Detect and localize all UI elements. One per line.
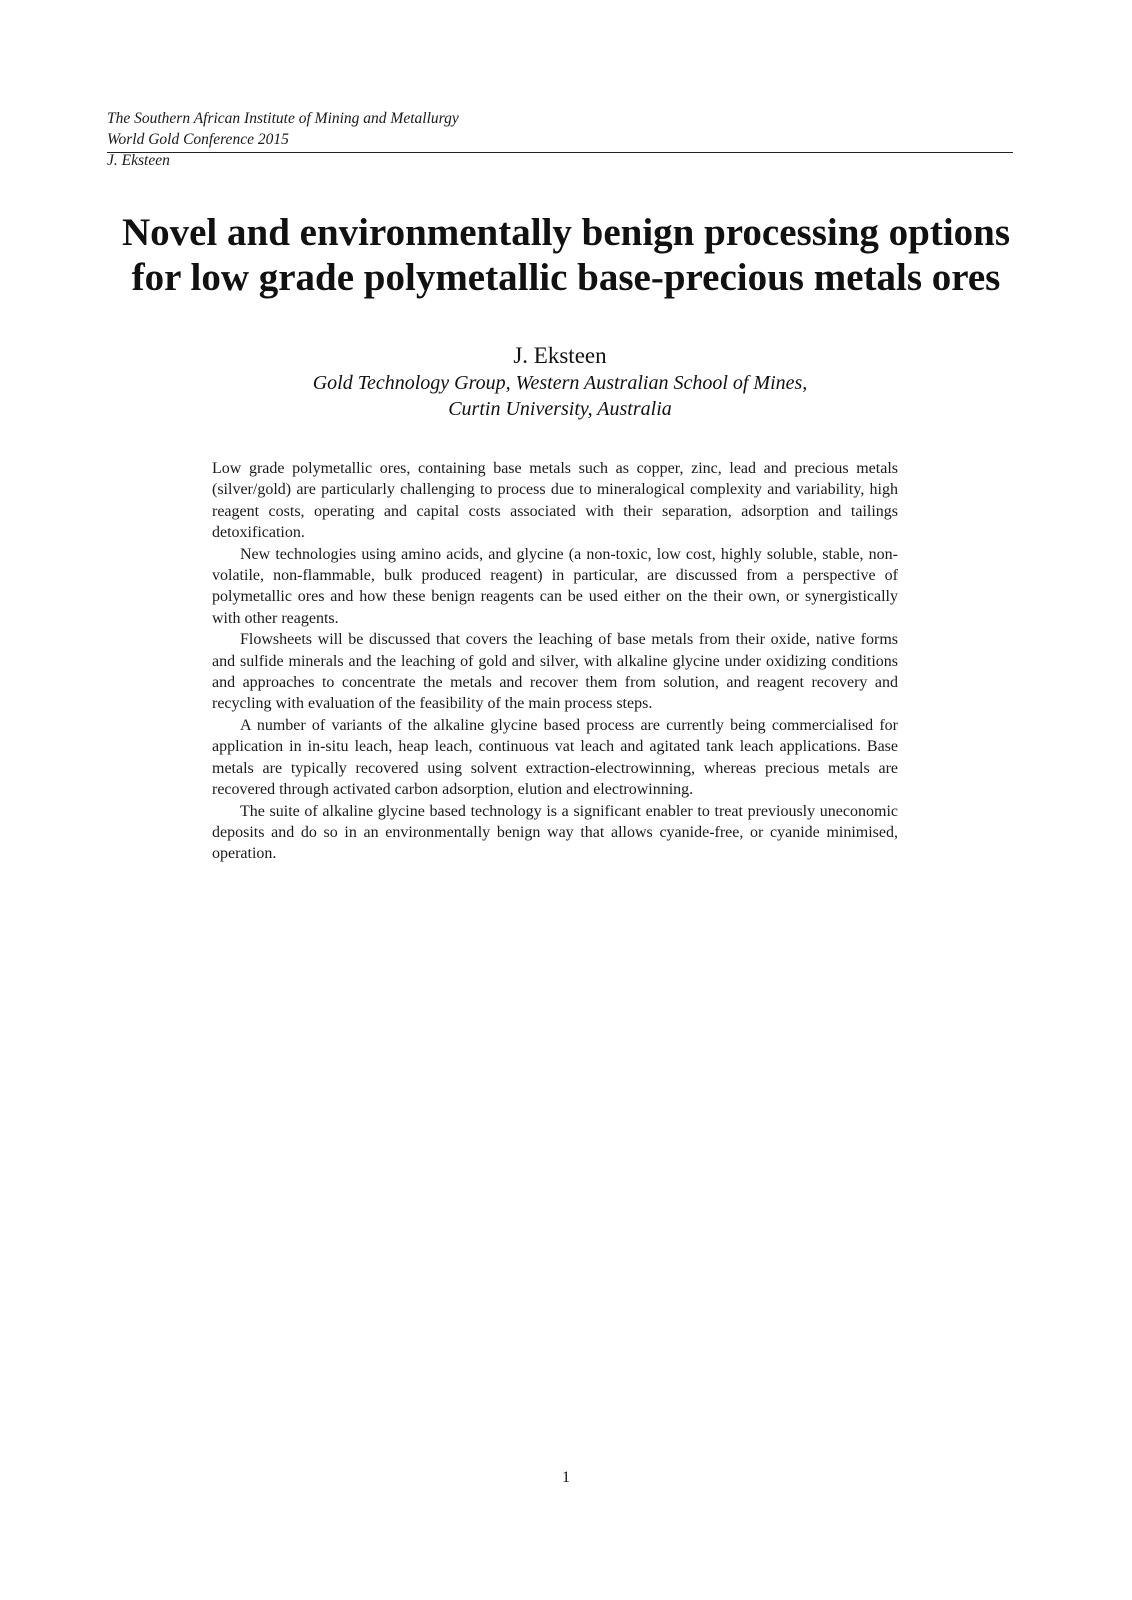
- header-author: J. Eksteen: [107, 152, 170, 169]
- author-name: J. Eksteen: [513, 343, 607, 368]
- header-conference: World Gold Conference 2015: [107, 131, 289, 148]
- affiliation-line-1: Gold Technology Group, Western Australian School of Mines,: [312, 372, 808, 394]
- abstract-paragraph-2: New technologies using amino acids, and glycine (a non-toxic, low cost, highly soluble, stable, non-volatile, non-flammable, bulk produced reagent) in particular, are discussed from a perspective of polymetallic ores and how these benign reagents can be used either on the their own, or synergistically with other reagents.: [212, 545, 898, 627]
- abstract-paragraph-3: Flowsheets will be discussed that covers the leaching of base metals from their oxide, native forms and sulfide minerals and the leaching of gold and silver, with alkaline glycine under oxidizing conditions and approaches to concentrate the metals and recover them from solution, and reagent recovery and recycling with evaluation of the feasibility of the main process steps.: [212, 631, 898, 713]
- abstract-paragraph-5: The suite of alkaline glycine based technology is a significant enabler to treat previously uneconomic deposits and do so in an environmentally benign way that allows cyanide-free, or cyanide minimised, operation.: [212, 802, 898, 863]
- author-affiliation: [107, 370, 1013, 422]
- page-number: 1: [562, 1469, 570, 1486]
- header-rule: [107, 152, 1013, 153]
- abstract: [212, 458, 898, 865]
- header-institute: The Southern African Institute of Mining and Metallurgy: [107, 110, 459, 127]
- abstract-paragraph-4: A number of variants of the alkaline glycine based process are currently being commercialised for application in in-situ leach, heap leach, continuous vat leach and agitated tank leach applications. Base metals are typically recovered using solvent extraction-electrowinning, whereas precious metals are recovered through activated carbon adsorption, elution and electrowinning.: [212, 716, 898, 799]
- affiliation-line-2: Curtin University, Australia: [448, 398, 672, 420]
- running-header: [107, 108, 1013, 171]
- title-line-2: for low grade polymetallic base-precious metals ores: [131, 256, 1001, 299]
- paper-title: [90, 210, 1042, 300]
- abstract-paragraph-1: Low grade polymetallic ores, containing base metals such as copper, zinc, lead and precious metals (silver/gold) are particularly challenging to process due to mineralogical complexity and variability, high reagent costs, operating and capital costs associated with their separation, adsorption and tailings detoxification.: [212, 460, 898, 542]
- title-line-1: Novel and environmentally benign processing options: [121, 211, 1011, 254]
